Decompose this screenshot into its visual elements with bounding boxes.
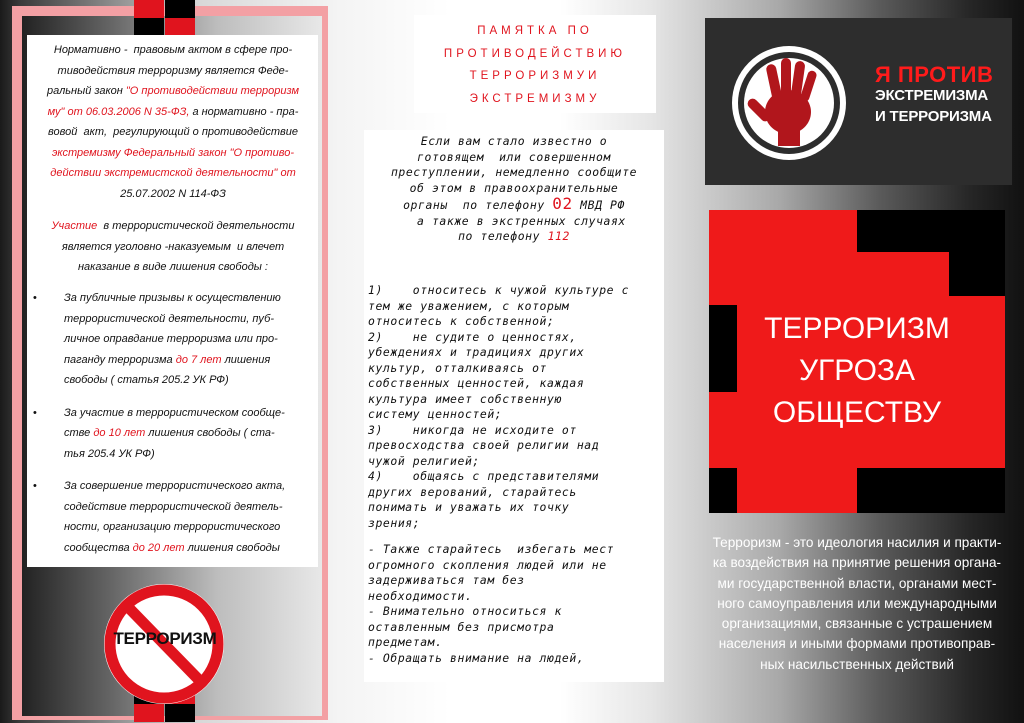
instruction-line: а также в экстренных случаях	[402, 213, 626, 228]
definition-line: ных насильственных действий	[760, 656, 954, 672]
definition-line: ного самоуправления или международными	[717, 595, 997, 611]
bullet-icon: •	[33, 480, 37, 492]
laws-line: Нормативно - правовым актом в сфере про-	[53, 44, 293, 56]
text-span: органы по телефону	[403, 198, 553, 212]
instruction-line: об этом в правоохранительные	[409, 180, 619, 195]
tip-line: необходимости.	[368, 588, 473, 603]
rule-line: тем же уважением, с которым	[368, 298, 570, 313]
banner-line: Я ПРОТИВ	[875, 62, 994, 87]
penalty-item	[30, 288, 315, 391]
text-span: лишения	[221, 353, 271, 366]
rule-line: 4) общаясь с представителями	[368, 469, 600, 483]
tip-line: оставленным без присмотра	[368, 619, 555, 634]
rule-line: культур, отталкиваясь от	[368, 360, 547, 375]
highlight-text: му" от 06.03.2006 N 35-ФЗ,	[47, 105, 190, 118]
rule-line: понимать и уважать их точку	[368, 500, 570, 514]
rule-line: культура имеет собственную	[368, 391, 562, 406]
penalty-item	[30, 476, 315, 558]
penalty-line: За совершение террористического акта,	[64, 480, 286, 492]
tolerance-rules-list	[368, 283, 660, 531]
banner-slogan	[875, 64, 1015, 127]
poster-title-line: ОБЩЕСТВУ	[772, 396, 942, 429]
participation-paragraph	[32, 216, 314, 278]
participation-line	[32, 216, 314, 237]
laws-paragraph	[32, 40, 314, 204]
text-span: ральный закон	[46, 85, 126, 97]
bullet-icon: •	[33, 406, 37, 419]
rule-line: 1) относитесь к чужой культуре с	[368, 283, 630, 297]
tip-line: предметам.	[368, 635, 443, 649]
memo-title-box	[414, 15, 656, 113]
rule-line: 2) не судите о ценностях,	[368, 329, 577, 344]
laws-line: 25.07.2002 N 114-ФЗ	[120, 187, 226, 200]
memo-title-line: ПРОТИВОДЕЙСТВИЮ	[443, 47, 627, 60]
terrorism-definition	[690, 533, 1024, 675]
laws-line: вовой акт, регулирующий о противодействие	[48, 126, 298, 138]
laws-line: тиводействия терроризму является Феде-	[57, 64, 289, 77]
laws-line	[32, 81, 314, 102]
memo-title-line: ТЕРРОРИЗМУИ	[469, 70, 601, 82]
highlight-text: до 20 лет	[132, 541, 185, 554]
instruction-line: готовящем или совершенном	[417, 149, 611, 164]
penalty-line: личное оправдание терроризма или про-	[64, 333, 278, 345]
bullet-icon: •	[33, 292, 37, 304]
text-span: паганду терроризма	[64, 353, 176, 366]
text-span: стве	[64, 427, 94, 439]
no-terrorism-sign-label: ТЕРРОРИЗМ	[113, 629, 217, 648]
text-span: по телефону	[458, 229, 548, 243]
rule-line: чужой религией;	[368, 453, 480, 468]
tip-line: огромного скопления людей или не	[368, 557, 607, 572]
penalty-line: ности, организацию террористического	[64, 521, 281, 533]
poster-title	[745, 308, 969, 434]
penalty-line: За публичные призывы к осуществлению	[64, 292, 281, 304]
text-span: сообщества	[64, 541, 133, 554]
participation-line: является уголовно -наказуемым и влечет	[61, 240, 285, 253]
participation-line: наказание в виде лишения свободы :	[78, 261, 268, 273]
laws-line	[32, 143, 314, 164]
instruction-line: преступлении, немедленно сообщите	[390, 165, 638, 179]
instruction-line	[368, 229, 660, 245]
penalty-line	[64, 423, 315, 444]
tip-line: - Также старайтесь избегать мест	[368, 542, 615, 556]
definition-line: ка воздействия на принятие решения органа-	[712, 555, 1002, 571]
rule-line: убеждениях и традициях других	[368, 345, 585, 359]
penalty-line	[64, 538, 315, 559]
definition-line: организациями, связанные с устрашением	[721, 616, 993, 632]
penalty-line: содействие террористической деятель-	[64, 500, 283, 513]
rule-line: относитесь к собственной;	[368, 314, 555, 328]
text-span: лишения свободы	[184, 541, 280, 554]
laws-line	[32, 102, 314, 123]
memo-title-line: ЭКСТРЕМИЗМУ	[469, 92, 601, 105]
text-span: а нормативно - пра-	[189, 105, 299, 118]
penalty-line: тья 205.4 УК РФ)	[64, 447, 155, 460]
rule-line: собственных ценностей, каждая	[368, 376, 585, 390]
instruction-line: Если вам стало известно о	[420, 134, 608, 148]
tip-line: - Обращать внимание на людей,	[368, 650, 585, 665]
definition-line: Терроризм - это идеология насилия и практи-	[712, 535, 1002, 550]
tip-line: - Внимательно относиться к	[368, 604, 562, 618]
penalty-line: террористической деятельности, пуб-	[64, 312, 275, 325]
definition-line: ми государственной власти, органами мест-	[717, 575, 997, 591]
rule-line: систему ценностей;	[368, 407, 503, 421]
highlight-text: Участие	[51, 220, 98, 232]
rule-line: других верований, старайтесь	[368, 484, 577, 499]
penalty-line	[64, 350, 315, 371]
poster-title-line: ТЕРРОРИЗМ	[764, 312, 950, 345]
laws-line	[32, 163, 314, 184]
report-instructions	[368, 134, 660, 245]
checker-top	[134, 0, 196, 36]
highlight-text: действии экстремистской деятельности" от	[50, 167, 296, 179]
memo-title-line: ПАМЯТКА ПО	[477, 25, 593, 37]
safety-tips-list	[368, 542, 660, 666]
highlight-text: до 10 лет	[93, 427, 146, 439]
highlight-text: "О противодействии терроризм	[125, 85, 300, 97]
tip-line: задерживаться там без	[368, 573, 525, 587]
text-span: МВД РФ	[572, 198, 625, 212]
text-span: лишения свободы ( ста-	[145, 427, 275, 439]
rule-line: зрения;	[368, 515, 421, 530]
banner-line: ЭКСТРЕМИЗМА	[875, 87, 989, 104]
rule-line: превосходства своей религии над	[368, 438, 600, 452]
banner-line: И ТЕРРОРИЗМА	[875, 108, 992, 125]
definition-line: населения и иными формами противоправ-	[718, 636, 996, 652]
poster-title-line: УГРОЗА	[798, 354, 916, 387]
highlight-text: экстремизму Федеральный закон "О противо-	[51, 146, 294, 159]
red-hand-stop-icon	[726, 40, 852, 166]
penalty-line: За участие в террористическом сообще-	[64, 406, 285, 419]
penalties-list	[30, 288, 315, 570]
highlight-text: 02	[552, 194, 573, 213]
rule-line: 3) никогда не исходите от	[368, 422, 577, 437]
text-span: в террористической деятельности	[97, 220, 295, 232]
instruction-line	[368, 196, 660, 214]
highlight-text: до 7 лет	[175, 353, 222, 366]
highlight-text: 112	[547, 229, 570, 243]
penalty-line: свободы ( статья 205.2 УК РФ)	[64, 374, 229, 386]
penalty-item	[30, 403, 315, 465]
